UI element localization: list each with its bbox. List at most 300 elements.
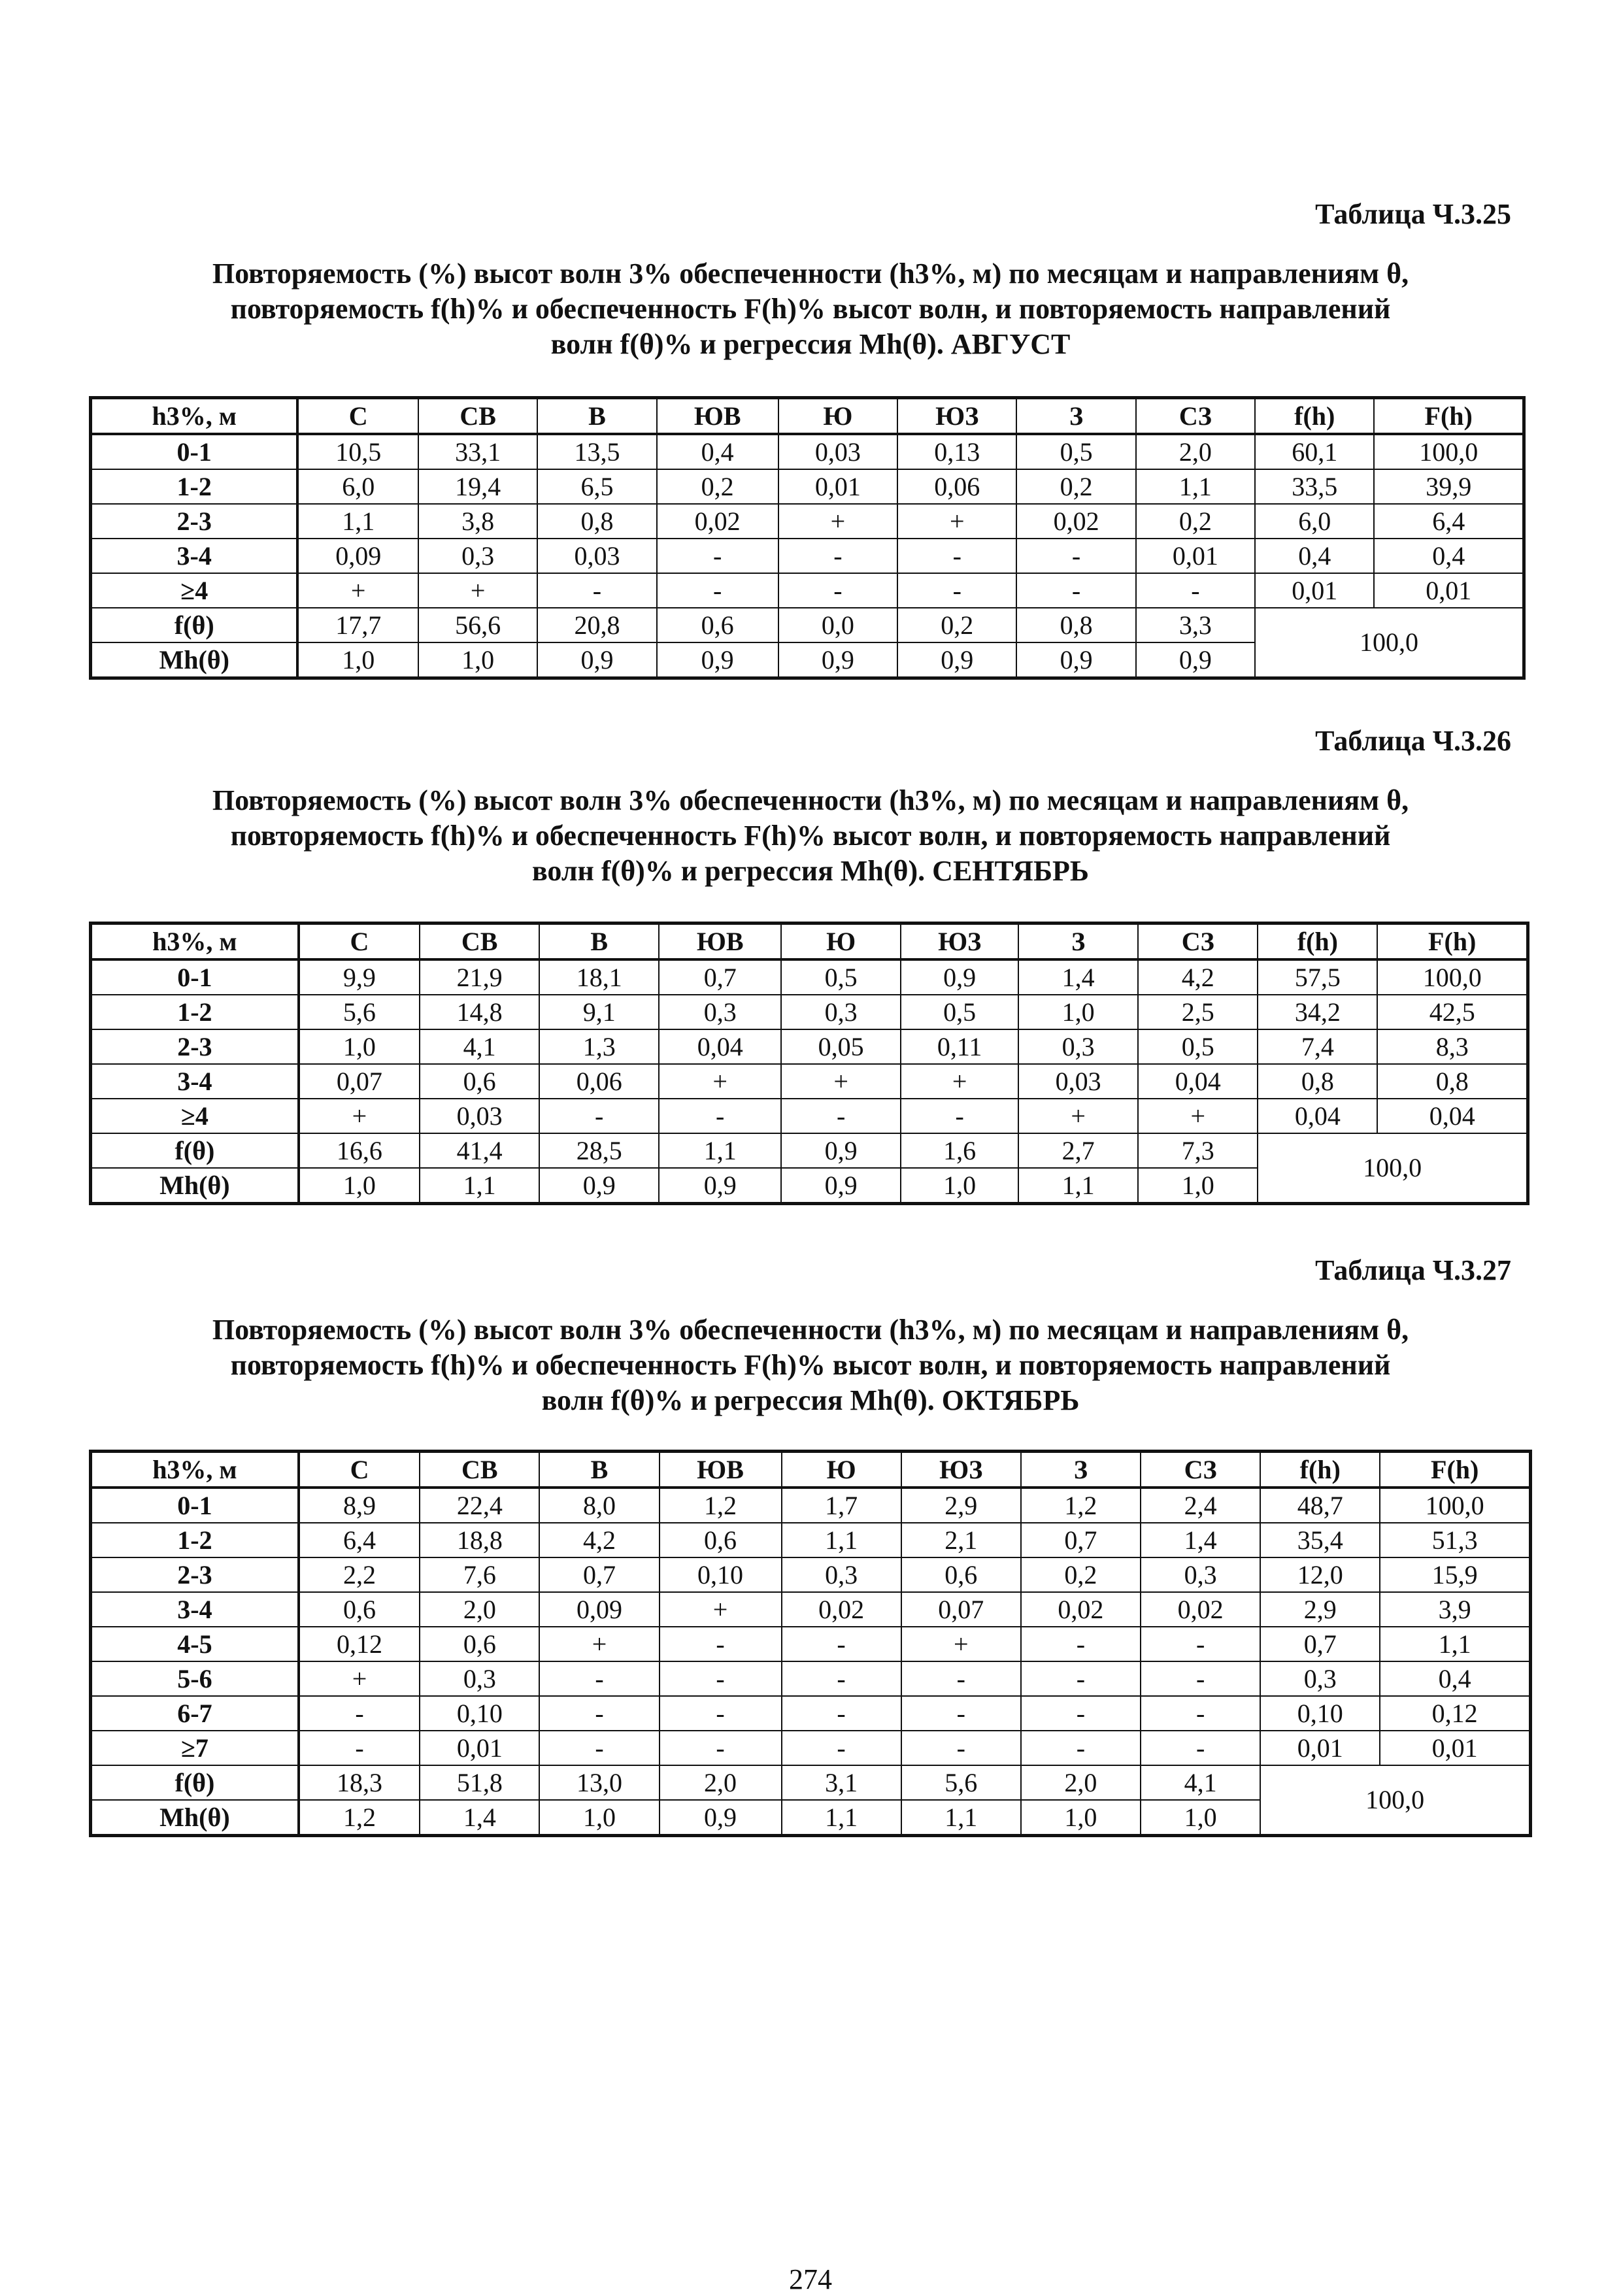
column-header: h3%, м — [91, 398, 298, 435]
caption-line: волн f(θ)% и регрессия Mh(θ). ОКТЯБРЬ — [541, 1384, 1080, 1416]
column-header: СЗ — [1136, 398, 1255, 435]
table-cell: - — [539, 1099, 659, 1133]
table-cell: - — [1021, 1661, 1141, 1696]
table-cell: - — [1016, 539, 1135, 573]
table-cell: 0,2 — [897, 608, 1016, 642]
table-cell: 8,3 — [1377, 1029, 1528, 1064]
table-cell: - — [782, 1661, 901, 1696]
row-header: 1-2 — [91, 1523, 299, 1557]
column-header: ЮЗ — [901, 923, 1018, 960]
row-header: 1-2 — [91, 995, 299, 1029]
table-cell: + — [539, 1627, 659, 1661]
table-cell: 1,3 — [539, 1029, 659, 1064]
row-header: 0-1 — [91, 434, 298, 469]
table-cell: 4,1 — [1141, 1765, 1260, 1800]
table-cell: 0,2 — [1016, 469, 1135, 504]
table-cell: 0,04 — [1138, 1064, 1258, 1099]
table-cell: 0,04 — [659, 1029, 781, 1064]
table-cell: - — [537, 573, 656, 608]
table-row — [91, 1696, 1531, 1731]
table-cell: 9,9 — [299, 959, 420, 995]
table-cell: 0,07 — [901, 1592, 1021, 1627]
table-cell: 1,0 — [299, 1029, 420, 1064]
table-caption — [92, 1312, 1529, 1418]
table-cell: 3,1 — [782, 1765, 901, 1800]
table-cell: 0,6 — [299, 1592, 420, 1627]
table-cell: 0,6 — [901, 1557, 1021, 1592]
table-cell: - — [657, 539, 778, 573]
table-cell: - — [901, 1696, 1021, 1731]
table-cell: 0,3 — [659, 995, 781, 1029]
table-cell: 0,7 — [1021, 1523, 1141, 1557]
table-row — [91, 469, 1524, 504]
table-row — [91, 1488, 1531, 1523]
table-cell: 0,04 — [1377, 1099, 1528, 1133]
table-cell: + — [299, 1661, 420, 1696]
table-cell: 0,9 — [781, 1168, 901, 1204]
table-cell: 1,1 — [1018, 1168, 1138, 1204]
table-cell: 4,2 — [1138, 959, 1258, 995]
table-cell: 6,4 — [1374, 504, 1524, 539]
table-cell: - — [778, 539, 897, 573]
table-cell: 0,9 — [781, 1133, 901, 1168]
row-header: Mh(θ) — [91, 1168, 299, 1204]
table-row — [91, 1661, 1531, 1696]
table-cell: 0,5 — [1138, 1029, 1258, 1064]
table-cell: 2,0 — [420, 1592, 539, 1627]
table-row — [91, 959, 1528, 995]
table-cell: - — [660, 1661, 782, 1696]
table-row — [91, 1064, 1528, 1099]
table-cell: 0,01 — [1380, 1731, 1530, 1765]
table-cell: 22,4 — [420, 1488, 539, 1523]
table-cell: 1,0 — [539, 1800, 659, 1836]
table-cell: 0,01 — [1255, 573, 1374, 608]
table-cell: 0,9 — [897, 642, 1016, 678]
column-header: h3%, м — [91, 923, 299, 960]
caption-line: повторяемость f(h)% и обеспеченность F(h)% высот волн, и повторяемость направлений — [230, 820, 1391, 852]
column-header: В — [537, 398, 656, 435]
column-header: F(h) — [1374, 398, 1524, 435]
column-header: f(h) — [1260, 1452, 1380, 1488]
row-header: Mh(θ) — [91, 642, 298, 678]
table-row — [91, 539, 1524, 573]
table-cell: 2,2 — [299, 1557, 420, 1592]
direction-frequency-row — [91, 1765, 1531, 1800]
table-label: Таблица Ч.3.27 — [1315, 1254, 1511, 1286]
table-cell: 0,8 — [537, 504, 656, 539]
table-cell: 0,01 — [420, 1731, 539, 1765]
table-cell: 0,02 — [782, 1592, 901, 1627]
table-cell: 8,0 — [539, 1488, 659, 1523]
table-cell: 0,3 — [420, 1661, 539, 1696]
table-cell: 1,4 — [1141, 1523, 1260, 1557]
table-cell: 1,1 — [297, 504, 418, 539]
table-cell: 1,1 — [659, 1133, 781, 1168]
table-cell: 51,3 — [1380, 1523, 1530, 1557]
table-cell: 2,4 — [1141, 1488, 1260, 1523]
column-header: З — [1016, 398, 1135, 435]
table-cell: 0,02 — [657, 504, 778, 539]
table-cell: - — [660, 1627, 782, 1661]
table-cell: 0,9 — [537, 642, 656, 678]
row-header: ≥7 — [91, 1731, 299, 1765]
table-cell: 0,12 — [1380, 1696, 1530, 1731]
column-header: h3%, м — [91, 1452, 299, 1488]
row-header: 3-4 — [91, 1592, 299, 1627]
table-cell: 0,0 — [778, 608, 897, 642]
table-cell: 1,1 — [1380, 1627, 1530, 1661]
table-cell: - — [778, 573, 897, 608]
table-row — [91, 1627, 1531, 1661]
table-cell: 1,7 — [782, 1488, 901, 1523]
table-cell: 1,0 — [1018, 995, 1138, 1029]
caption-line: повторяемость f(h)% и обеспеченность F(h)% высот волн, и повторяемость направлений — [230, 293, 1391, 325]
table-cell: 0,01 — [1374, 573, 1524, 608]
table-cell: 19,4 — [418, 469, 537, 504]
table-cell: - — [782, 1627, 901, 1661]
table-header-row — [91, 398, 1524, 435]
table-cell: 1,2 — [660, 1488, 782, 1523]
column-header: З — [1021, 1452, 1141, 1488]
table-cell: 12,0 — [1260, 1557, 1380, 1592]
column-header: F(h) — [1380, 1452, 1530, 1488]
table-cell: 0,05 — [781, 1029, 901, 1064]
column-header: В — [539, 1452, 659, 1488]
column-header: С — [297, 398, 418, 435]
table-row — [91, 1099, 1528, 1133]
table-cell: - — [901, 1661, 1021, 1696]
row-header: f(θ) — [91, 608, 298, 642]
table-cell: 0,6 — [420, 1627, 539, 1661]
table-cell: 0,5 — [1016, 434, 1135, 469]
table-cell: 0,2 — [1136, 504, 1255, 539]
column-header: СВ — [418, 398, 537, 435]
table-cell: 6,4 — [299, 1523, 420, 1557]
table-cell: 1,0 — [418, 642, 537, 678]
table-cell: 6,0 — [297, 469, 418, 504]
table-cell: - — [539, 1696, 659, 1731]
table-cell: 18,8 — [420, 1523, 539, 1557]
table-cell: 0,3 — [1141, 1557, 1260, 1592]
table-cell: 2,1 — [901, 1523, 1021, 1557]
caption-line: Повторяемость (%) высот волн 3% обеспеченности (h3%, м) по месяцам и направлениям θ, — [212, 784, 1409, 816]
table-cell: 1,2 — [299, 1800, 420, 1836]
table-cell: 1,1 — [420, 1168, 539, 1204]
table-cell: 0,3 — [781, 995, 901, 1029]
table-cell: 56,6 — [418, 608, 537, 642]
table-cell: 15,9 — [1380, 1557, 1530, 1592]
table-cell: + — [418, 573, 537, 608]
row-header: 5-6 — [91, 1661, 299, 1696]
table-cell: - — [781, 1099, 901, 1133]
table-cell: 9,1 — [539, 995, 659, 1029]
table-row — [91, 1557, 1531, 1592]
table-cell: 35,4 — [1260, 1523, 1380, 1557]
table-cell: 0,5 — [781, 959, 901, 995]
table-cell: 42,5 — [1377, 995, 1528, 1029]
column-header: Ю — [781, 923, 901, 960]
table-cell: 0,8 — [1258, 1064, 1377, 1099]
column-header: Ю — [778, 398, 897, 435]
table-cell: 4,2 — [539, 1523, 659, 1557]
table-cell: 0,8 — [1377, 1064, 1528, 1099]
column-header: ЮЗ — [897, 398, 1016, 435]
table-cell: 1,1 — [782, 1523, 901, 1557]
table-cell: 0,9 — [657, 642, 778, 678]
table-cell: 0,04 — [1258, 1099, 1377, 1133]
table-cell: 7,6 — [420, 1557, 539, 1592]
table-row — [91, 504, 1524, 539]
row-header: 3-4 — [91, 539, 298, 573]
table-cell: 1,4 — [1018, 959, 1138, 995]
table-cell: 57,5 — [1258, 959, 1377, 995]
table-cell: 0,06 — [539, 1064, 659, 1099]
table-cell: - — [1021, 1696, 1141, 1731]
page-number: 274 — [789, 2263, 832, 2295]
table-cell: 41,4 — [420, 1133, 539, 1168]
table-cell: 60,1 — [1255, 434, 1374, 469]
row-header: ≥4 — [91, 573, 298, 608]
table-cell: - — [1141, 1627, 1260, 1661]
table-cell: 17,7 — [297, 608, 418, 642]
column-header: СВ — [420, 1452, 539, 1488]
table-cell: - — [539, 1731, 659, 1765]
table-cell: 3,3 — [1136, 608, 1255, 642]
column-header: ЮВ — [657, 398, 778, 435]
table-cell: 0,02 — [1141, 1592, 1260, 1627]
table-cell: 0,4 — [1255, 539, 1374, 573]
table-cell: + — [901, 1627, 1021, 1661]
table-cell: - — [901, 1731, 1021, 1765]
table-row — [91, 434, 1524, 469]
table-cell: 0,01 — [1260, 1731, 1380, 1765]
column-header: f(h) — [1255, 398, 1374, 435]
table-cell: + — [901, 1064, 1018, 1099]
table-cell: 1,1 — [1136, 469, 1255, 504]
table-cell: - — [299, 1696, 420, 1731]
table-cell: 0,09 — [539, 1592, 659, 1627]
table-cell: 0,8 — [1016, 608, 1135, 642]
table-cell: 6,5 — [537, 469, 656, 504]
column-header: Ю — [782, 1452, 901, 1488]
table-cell: 100,0 — [1380, 1488, 1530, 1523]
table-cell: 2,7 — [1018, 1133, 1138, 1168]
table-cell: 0,9 — [659, 1168, 781, 1204]
table-cell: 0,7 — [539, 1557, 659, 1592]
table-cell: 0,7 — [1260, 1627, 1380, 1661]
table-cell: 0,01 — [1136, 539, 1255, 573]
table-cell: 1,0 — [901, 1168, 1018, 1204]
table-cell: 0,09 — [297, 539, 418, 573]
table-cell: 1,0 — [1141, 1800, 1260, 1836]
table-cell: 5,6 — [901, 1765, 1021, 1800]
row-header: 2-3 — [91, 504, 298, 539]
table-cell: + — [1138, 1099, 1258, 1133]
table-cell: 33,1 — [418, 434, 537, 469]
table-cell: 4,1 — [420, 1029, 539, 1064]
table-caption — [92, 783, 1529, 889]
table-label: Таблица Ч.3.25 — [1315, 198, 1511, 230]
table-cell: 13,0 — [539, 1765, 659, 1800]
total-cell: 100,0 — [1258, 1133, 1528, 1204]
table-cell: 6,0 — [1255, 504, 1374, 539]
table-cell: 0,2 — [1021, 1557, 1141, 1592]
table-cell: 0,4 — [657, 434, 778, 469]
row-header: f(θ) — [91, 1765, 299, 1800]
column-header: СВ — [420, 923, 539, 960]
table-cell: 34,2 — [1258, 995, 1377, 1029]
row-header: 0-1 — [91, 959, 299, 995]
table-cell: 7,3 — [1138, 1133, 1258, 1168]
table-caption — [92, 256, 1529, 362]
table-cell: 0,2 — [657, 469, 778, 504]
table-cell: 0,01 — [778, 469, 897, 504]
table-cell: 0,10 — [1260, 1696, 1380, 1731]
table-cell: 0,03 — [778, 434, 897, 469]
table-cell: - — [660, 1731, 782, 1765]
table-cell: 1,2 — [1021, 1488, 1141, 1523]
table-cell: 0,03 — [420, 1099, 539, 1133]
caption-line: Повторяемость (%) высот волн 3% обеспеченности (h3%, м) по месяцам и направлениям θ, — [212, 258, 1409, 290]
table-header-row — [91, 1452, 1531, 1488]
table-cell: + — [897, 504, 1016, 539]
table-cell: 1,4 — [420, 1800, 539, 1836]
table-cell: - — [897, 573, 1016, 608]
column-header: ЮЗ — [901, 1452, 1021, 1488]
table-cell: 0,10 — [420, 1696, 539, 1731]
table-cell: 10,5 — [297, 434, 418, 469]
table-cell: 2,0 — [1021, 1765, 1141, 1800]
row-header: 2-3 — [91, 1029, 299, 1064]
data-table — [89, 396, 1526, 680]
row-header: 4-5 — [91, 1627, 299, 1661]
table-cell: + — [660, 1592, 782, 1627]
table-cell: 0,7 — [659, 959, 781, 995]
table-cell: - — [782, 1731, 901, 1765]
data-table — [89, 922, 1529, 1205]
table-cell: 0,6 — [420, 1064, 539, 1099]
table-cell: + — [1018, 1099, 1138, 1133]
caption-line: повторяемость f(h)% и обеспеченность F(h)% высот волн, и повторяемость направлений — [230, 1349, 1391, 1381]
column-header: С — [299, 923, 420, 960]
table-cell: - — [657, 573, 778, 608]
caption-line: волн f(θ)% и регрессия Mh(θ). АВГУСТ — [550, 328, 1071, 360]
total-cell: 100,0 — [1260, 1765, 1530, 1836]
table-cell: 1,0 — [297, 642, 418, 678]
table-cell: 0,9 — [1016, 642, 1135, 678]
table-cell: 2,0 — [1136, 434, 1255, 469]
table-cell: 100,0 — [1374, 434, 1524, 469]
table-row — [91, 995, 1528, 1029]
table-cell: 3,8 — [418, 504, 537, 539]
table-cell: - — [1141, 1661, 1260, 1696]
table-cell: 39,9 — [1374, 469, 1524, 504]
table-cell: 0,02 — [1016, 504, 1135, 539]
table-cell: 0,4 — [1380, 1661, 1530, 1696]
table-cell: 0,07 — [299, 1064, 420, 1099]
table-cell: 1,0 — [1021, 1800, 1141, 1836]
column-header: ЮВ — [660, 1452, 782, 1488]
table-cell: 1,6 — [901, 1133, 1018, 1168]
table-cell: 13,5 — [537, 434, 656, 469]
table-cell: 0,02 — [1021, 1592, 1141, 1627]
row-header: 1-2 — [91, 469, 298, 504]
table-cell: 2,5 — [1138, 995, 1258, 1029]
table-cell: 100,0 — [1377, 959, 1528, 995]
table-cell: 48,7 — [1260, 1488, 1380, 1523]
table-header-row — [91, 923, 1528, 960]
table-cell: - — [1021, 1731, 1141, 1765]
table-cell: + — [781, 1064, 901, 1099]
table-cell: - — [299, 1731, 420, 1765]
table-cell: 1,1 — [901, 1800, 1021, 1836]
table-cell: 33,5 — [1255, 469, 1374, 504]
table-row — [91, 1029, 1528, 1064]
row-header: ≥4 — [91, 1099, 299, 1133]
direction-frequency-row — [91, 1133, 1528, 1168]
table-cell: - — [897, 539, 1016, 573]
table-cell: 2,9 — [901, 1488, 1021, 1523]
table-cell: - — [1141, 1731, 1260, 1765]
table-cell: 0,3 — [1260, 1661, 1380, 1696]
table-cell: 0,06 — [897, 469, 1016, 504]
table-cell: 2,9 — [1260, 1592, 1380, 1627]
table-cell: 1,0 — [299, 1168, 420, 1204]
row-header: 0-1 — [91, 1488, 299, 1523]
table-label: Таблица Ч.3.26 — [1315, 725, 1511, 757]
table-cell: 51,8 — [420, 1765, 539, 1800]
table-row — [91, 573, 1524, 608]
table-cell: 14,8 — [420, 995, 539, 1029]
table-cell: - — [660, 1696, 782, 1731]
column-header: С — [299, 1452, 420, 1488]
table-cell: 0,4 — [1374, 539, 1524, 573]
table-cell: + — [297, 573, 418, 608]
row-header: f(θ) — [91, 1133, 299, 1168]
table-cell: 2,0 — [660, 1765, 782, 1800]
table-cell: 0,11 — [901, 1029, 1018, 1064]
column-header: З — [1018, 923, 1138, 960]
table-cell: 0,3 — [782, 1557, 901, 1592]
table-cell: 0,3 — [418, 539, 537, 573]
table-cell: + — [659, 1064, 781, 1099]
column-header: СЗ — [1141, 1452, 1260, 1488]
table-cell: 0,9 — [539, 1168, 659, 1204]
table-cell: 0,9 — [1136, 642, 1255, 678]
direction-frequency-row — [91, 608, 1524, 642]
column-header: f(h) — [1258, 923, 1377, 960]
table-cell: 0,12 — [299, 1627, 420, 1661]
table-cell: - — [1021, 1627, 1141, 1661]
table-cell: 0,5 — [901, 995, 1018, 1029]
row-header: 3-4 — [91, 1064, 299, 1099]
table-cell: 28,5 — [539, 1133, 659, 1168]
table-cell: 1,0 — [1138, 1168, 1258, 1204]
table-cell: - — [1141, 1696, 1260, 1731]
table-cell: 7,4 — [1258, 1029, 1377, 1064]
caption-line: Повторяемость (%) высот волн 3% обеспеченности (h3%, м) по месяцам и направлениям θ, — [212, 1314, 1409, 1346]
table-cell: + — [778, 504, 897, 539]
row-header: Mh(θ) — [91, 1800, 299, 1836]
table-cell: 0,9 — [901, 959, 1018, 995]
table-cell: 0,13 — [897, 434, 1016, 469]
table-row — [91, 1592, 1531, 1627]
column-header: В — [539, 923, 659, 960]
column-header: ЮВ — [659, 923, 781, 960]
table-cell: 5,6 — [299, 995, 420, 1029]
column-header: F(h) — [1377, 923, 1528, 960]
